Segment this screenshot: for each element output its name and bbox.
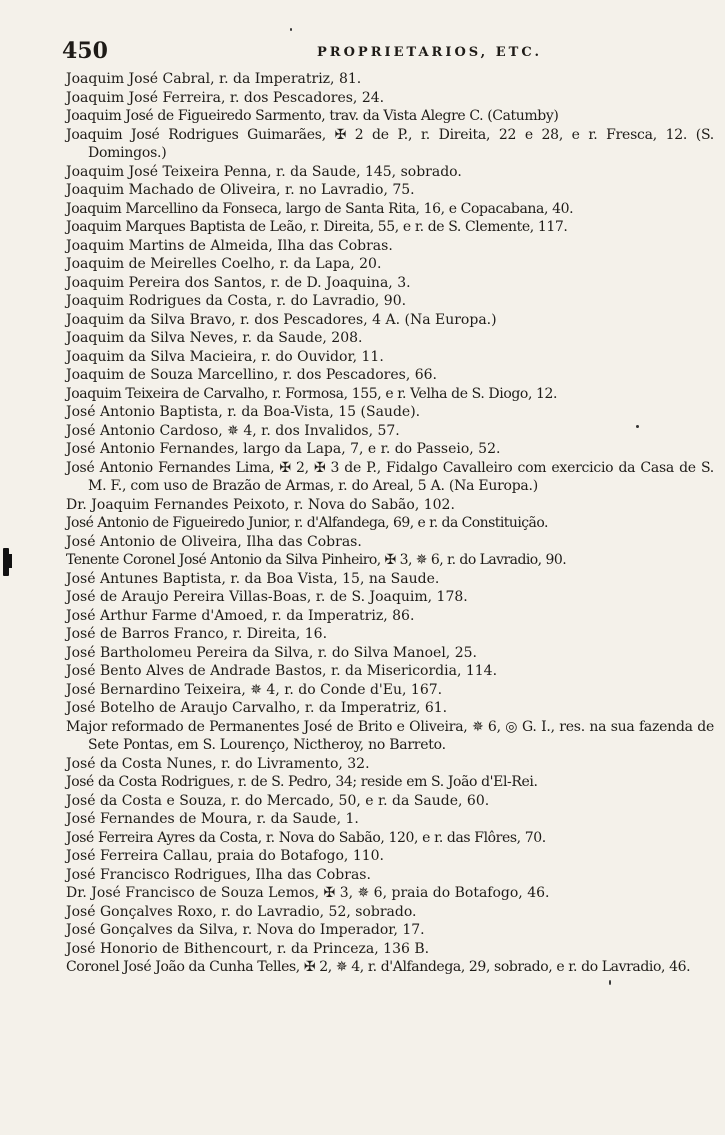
list-item: Dr. Joaquim Fernandes Peixoto, r. Nova do Sabão, 102. bbox=[66, 496, 455, 513]
list-item: José da Costa Rodrigues, r. de S. Pedro, 34; reside em S. João d'El-Rei. bbox=[66, 774, 538, 790]
entry-list bbox=[66, 70, 714, 977]
list-item: Joaquim José de Figueiredo Sarmento, trav. da Vista Alegre C. (Catumby) bbox=[66, 108, 559, 124]
list-item: José Gonçalves da Silva, r. Nova do Imperador, 17. bbox=[66, 922, 425, 938]
list-item: José da Costa Nunes, r. do Livramento, 32. bbox=[66, 755, 370, 772]
list-item: José Fernandes de Moura, r. da Saude, 1. bbox=[66, 811, 359, 827]
list-item: Joaquim Marcellino da Fonseca, largo de Santa Rita, 16, e Copacabana, 40. bbox=[66, 200, 574, 217]
ink-speck bbox=[609, 980, 611, 985]
list-item: José de Araujo Pereira Villas-Boas, r. de S. Joaquim, 178. bbox=[66, 589, 468, 605]
list-item: Joaquim de Meirelles Coelho, r. da Lapa, 20. bbox=[66, 256, 382, 272]
list-item: José Botelho de Araujo Carvalho, r. da Imperatriz, 61. bbox=[66, 700, 448, 716]
list-item: José da Costa e Souza, r. do Mercado, 50, e r. da Saude, 60. bbox=[66, 792, 490, 809]
list-item: Joaquim José Ferreira, r. dos Pescadores, 24. bbox=[66, 89, 385, 106]
list-item: Joaquim de Souza Marcellino, r. dos Pescadores, 66. bbox=[66, 367, 437, 383]
list-item: José Ferreira Ayres da Costa, r. Nova do Sabão, 120, e r. das Flôres, 70. bbox=[66, 829, 546, 846]
list-item: José Antonio Fernandes Lima, ✠ 2, ✠ 3 de P., Fidalgo Cavalleiro com exercicio da Casa de S. M. F., com uso de Brazão de Armas, r. do Areal, 5 A. (Na Europa.) bbox=[66, 459, 714, 494]
margin-mark bbox=[3, 548, 9, 576]
list-item: Joaquim Marques Baptista de Leão, r. Direita, 55, e r. de S. Clemente, 117. bbox=[66, 219, 568, 235]
list-item: José Antonio Fernandes, largo da Lapa, 7, e r. do Passeio, 52. bbox=[66, 441, 501, 457]
list-item: José Antonio Cardoso, ✵ 4, r. dos Invalidos, 57. bbox=[66, 422, 400, 439]
list-item: Major reformado de Permanentes José de Brito e Oliveira, ✵ 6, ◎ G. I., res. na sua fazenda de Sete Pontas, em S. Lourenço, Nictheroy, no Barreto. bbox=[66, 718, 714, 753]
list-item: Joaquim José Cabral, r. da Imperatriz, 81. bbox=[66, 71, 362, 87]
list-item: José Antunes Baptista, r. da Boa Vista, 15, na Saude. bbox=[66, 570, 440, 587]
list-item: José Ferreira Callau, praia do Botafogo, 110. bbox=[66, 848, 384, 864]
list-item: Joaquim da Silva Macieira, r. do Ouvidor, 11. bbox=[66, 348, 384, 365]
list-item: Joaquim da Silva Bravo, r. dos Pescadores, 4 A. (Na Europa.) bbox=[66, 311, 497, 328]
page-number: 450 bbox=[62, 38, 108, 64]
list-item: Joaquim José Teixeira Penna, r. da Saude, 145, sobrado. bbox=[66, 163, 462, 180]
list-item: Joaquim da Silva Neves, r. da Saude, 208. bbox=[66, 330, 363, 346]
list-item: José Francisco Rodrigues, Ilha das Cobras. bbox=[66, 866, 371, 883]
list-item: Tenente Coronel José Antonio da Silva Pinheiro, ✠ 3, ✵ 6, r. do Lavradio, 90. bbox=[66, 552, 567, 568]
list-item: José Antonio de Figueiredo Junior, r. d'Alfandega, 69, e r. da Constituição. bbox=[66, 515, 548, 531]
list-item: Joaquim Martins de Almeida, Ilha das Cobras. bbox=[66, 237, 393, 254]
list-item: Joaquim Machado de Oliveira, r. no Lavradio, 75. bbox=[66, 182, 415, 198]
ink-speck bbox=[290, 28, 292, 31]
list-item: Dr. José Francisco de Souza Lemos, ✠ 3, ✵ 6, praia do Botafogo, 46. bbox=[66, 885, 550, 901]
list-item: José Antonio de Oliveira, Ilha das Cobras. bbox=[66, 533, 362, 550]
list-item: José Gonçalves Roxo, r. do Lavradio, 52, sobrado. bbox=[66, 903, 417, 920]
list-item: José Bartholomeu Pereira da Silva, r. do Silva Manoel, 25. bbox=[66, 644, 477, 661]
list-item: Joaquim Pereira dos Santos, r. de D. Joaquina, 3. bbox=[66, 274, 411, 291]
list-item: José Antonio Baptista, r. da Boa-Vista, 15 (Saude). bbox=[66, 404, 421, 420]
list-item: José Bernardino Teixeira, ✵ 4, r. do Conde d'Eu, 167. bbox=[66, 681, 443, 698]
list-item: Joaquim José Rodrigues Guimarães, ✠ 2 de P., r. Direita, 22 e 28, e r. Fresca, 12. (S. Domingos.) bbox=[66, 126, 714, 161]
list-item: José Arthur Farme d'Amoed, r. da Imperatriz, 86. bbox=[66, 607, 415, 624]
page-header bbox=[62, 38, 707, 68]
list-item: Joaquim Rodrigues da Costa, r. do Lavradio, 90. bbox=[66, 293, 407, 309]
list-item: Joaquim Teixeira de Carvalho, r. Formosa, 155, e r. Velha de S. Diogo, 12. bbox=[66, 385, 558, 402]
running-title: PROPRIETARIOS, ETC. bbox=[317, 45, 542, 60]
list-item: José Bento Alves de Andrade Bastos, r. da Misericordia, 114. bbox=[66, 663, 498, 679]
list-item: José Honorio de Bithencourt, r. da Princeza, 136 B. bbox=[66, 940, 430, 957]
list-item: Coronel José João da Cunha Telles, ✠ 2, ✵ 4, r. d'Alfandega, 29, sobrado, e r. do Lavradio, 46. bbox=[66, 959, 691, 975]
list-item: José de Barros Franco, r. Direita, 16. bbox=[66, 626, 328, 642]
